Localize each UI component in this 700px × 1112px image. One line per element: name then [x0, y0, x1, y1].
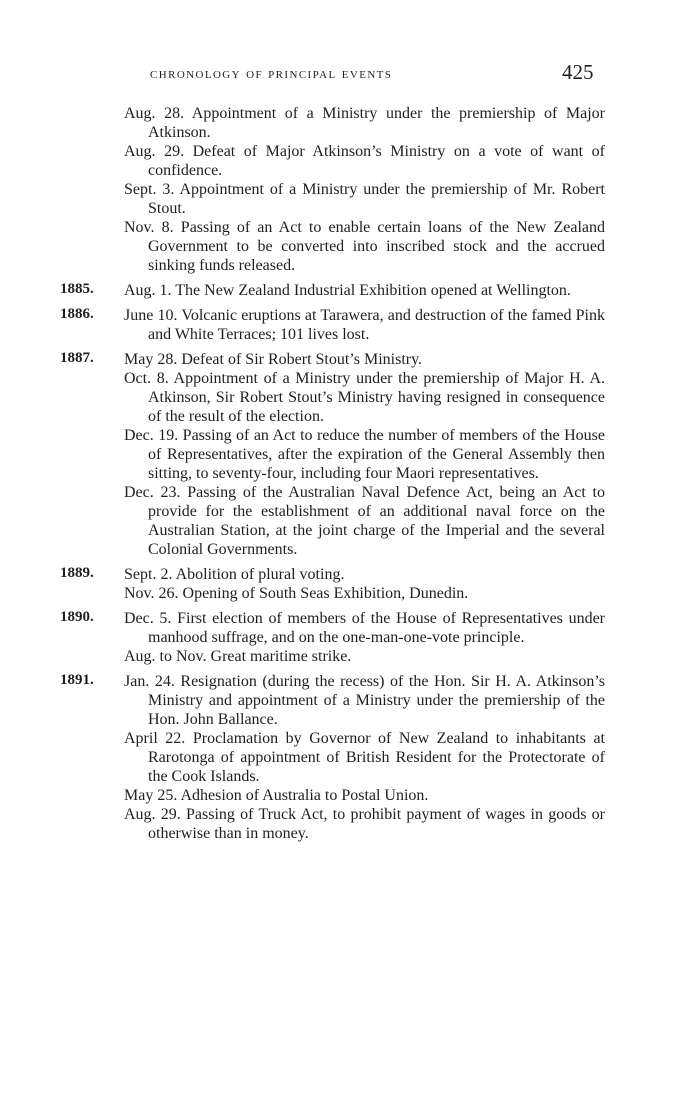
- event-entry: Sept. 2. Abolition of plural voting.: [124, 566, 345, 583]
- event-entry: Nov. 8. Passing of an Act to enable certain loans of the New Zealand Government to be converted into inscribed stock and the accrued sinking funds released.: [124, 219, 605, 274]
- entries: [124, 281, 605, 300]
- entries: [124, 104, 605, 275]
- event-entry: May 25. Adhesion of Australia to Postal Union.: [124, 787, 429, 804]
- event-entry: Jan. 24. Resignation (during the recess) of the Hon. Sir H. A. Atkinson’s Ministry and appointment of a Ministry under the premiership of the Hon. John Ballance.: [124, 673, 605, 728]
- event-entry: Oct. 8. Appointment of a Ministry under the premiership of Major H. A. Atkinson, Sir Robert Stout’s Ministry having resigned in consequence of the result of the election.: [124, 370, 605, 425]
- event-entry: Dec. 23. Passing of the Australian Naval Defence Act, being an Act to provide for the establishment of an additional naval force on the Australian Station, at the joint charge of the Imperial and the several Colonial Governments.: [124, 484, 605, 558]
- entries: [124, 672, 605, 843]
- entries: [124, 609, 605, 666]
- event-entry: April 22. Proclamation by Governor of New Zealand to inhabitants at Rarotonga of appointment of British Resident for the Protectorate of the Cook Islands.: [124, 730, 605, 785]
- year-group-1887: [60, 350, 605, 559]
- year-label: 1891.: [60, 672, 94, 688]
- chronology-list: [60, 104, 605, 849]
- year-group-1891: [60, 672, 605, 843]
- page-number: 425: [562, 60, 594, 84]
- year-label: 1886.: [60, 306, 94, 322]
- entries: [124, 350, 605, 559]
- event-entry: Aug. 29. Defeat of Major Atkinson’s Ministry on a vote of want of confidence.: [124, 143, 605, 179]
- event-entry: June 10. Volcanic eruptions at Tarawera, and destruction of the famed Pink and White Terraces; 101 lives lost.: [124, 307, 605, 343]
- year-group-1890: [60, 609, 605, 666]
- entries: [124, 306, 605, 344]
- event-entry: Aug. to Nov. Great maritime strike.: [124, 648, 352, 665]
- event-entry: Dec. 5. First election of members of the House of Representatives under manhood suffrage, and on the one-man-one-vote principle.: [124, 610, 605, 646]
- year-label: 1885.: [60, 281, 94, 297]
- year-label: 1890.: [60, 609, 94, 625]
- entries: [124, 565, 605, 603]
- running-title: chronology of principal events: [150, 66, 393, 82]
- year-label: 1887.: [60, 350, 94, 366]
- year-group-1885: [60, 281, 605, 300]
- year-label: 1889.: [60, 565, 94, 581]
- event-entry: Aug. 29. Passing of Truck Act, to prohibit payment of wages in goods or otherwise than in money.: [124, 806, 605, 842]
- year-group-1889: [60, 565, 605, 603]
- year-group-1886: [60, 306, 605, 344]
- event-entry: Nov. 26. Opening of South Seas Exhibition, Dunedin.: [124, 585, 469, 602]
- page-header: [0, 60, 700, 90]
- event-entry: Sept. 3. Appointment of a Ministry under the premiership of Mr. Robert Stout.: [124, 181, 605, 217]
- year-group: [60, 104, 605, 275]
- event-entry: May 28. Defeat of Sir Robert Stout’s Ministry.: [124, 351, 423, 368]
- event-entry: Dec. 19. Passing of an Act to reduce the number of members of the House of Representatives, after the expiration of the General Assembly then sitting, to seventy-four, including four Maori representatives.: [124, 427, 605, 482]
- event-entry: Aug. 1. The New Zealand Industrial Exhibition opened at Wellington.: [124, 282, 571, 299]
- event-entry: Aug. 28. Appointment of a Ministry under the premiership of Major Atkinson.: [124, 105, 605, 141]
